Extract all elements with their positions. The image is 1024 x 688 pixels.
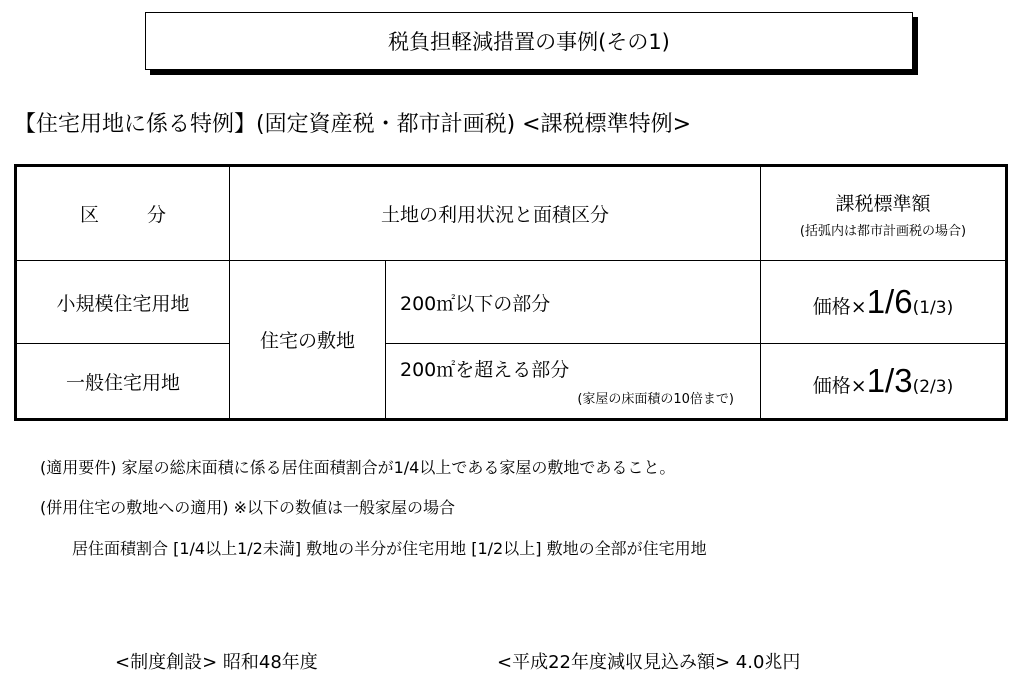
price-prefix: 価格× bbox=[812, 296, 867, 318]
price-cell bbox=[761, 261, 1007, 344]
category-small-residential: 小規模住宅用地 bbox=[56, 292, 190, 315]
header-usage: 土地の利用状況と面積区分 bbox=[380, 204, 609, 226]
area-text: 200㎡を超える部分 bbox=[400, 359, 570, 381]
ratio-city: (1/3) bbox=[912, 298, 954, 318]
area-note: (家屋の床面積の10倍まで) bbox=[577, 392, 734, 407]
price-prefix: 価格× bbox=[812, 375, 867, 397]
page-title-box bbox=[145, 12, 913, 70]
header-usage-cell bbox=[230, 166, 761, 261]
area-cell bbox=[386, 344, 761, 420]
category-general-residential: 一般住宅用地 bbox=[65, 371, 180, 394]
footer-reduction: <平成22年度減収見込み額> 4.0兆円 bbox=[497, 652, 801, 673]
table-row bbox=[16, 344, 1007, 420]
ratio-value: 1/3 bbox=[866, 362, 913, 399]
note-mixed-use: (併用住宅の敷地への適用) ※以下の数値は一般家屋の場合 bbox=[40, 498, 455, 517]
section-heading: 【住宅用地に係る特例】(固定資産税・都市計画税) <課税標準特例> bbox=[14, 112, 692, 137]
header-kubun-1: 区 bbox=[79, 204, 99, 226]
price-cell bbox=[761, 344, 1007, 420]
header-standard-cell bbox=[761, 166, 1007, 261]
table-header-row bbox=[16, 166, 1007, 261]
header-kubun-cell bbox=[16, 166, 230, 261]
category-cell bbox=[16, 344, 230, 420]
header-standard: 課税標準額 bbox=[835, 192, 931, 215]
footer-established: <制度創設> 昭和48年度 bbox=[115, 652, 318, 673]
category-cell bbox=[16, 261, 230, 344]
header-standard-note: (括弧内は都市計画税の場合) bbox=[799, 223, 967, 239]
header-kubun-2: 分 bbox=[147, 204, 167, 226]
table-row bbox=[16, 261, 1007, 344]
merged-label: 住宅の敷地 bbox=[259, 330, 355, 352]
ratio-city: (2/3) bbox=[912, 377, 954, 397]
area-cell bbox=[386, 261, 761, 344]
ratio-value: 1/6 bbox=[866, 283, 913, 320]
note-requirement: (適用要件) 家屋の総床面積に係る居住面積割合が1/4以上である家屋の敷地であること。 bbox=[40, 458, 676, 477]
merged-label-cell bbox=[230, 261, 386, 420]
tax-standard-table bbox=[14, 164, 1008, 421]
page-title: 税負担軽減措置の事例(その1) bbox=[388, 30, 670, 54]
note-ratio: 居住面積割合 [1/4以上1/2未満] 敷地の半分が住宅用地 [1/2以上] 敷地の全部が住宅用地 bbox=[72, 539, 707, 558]
area-text: 200㎡以下の部分 bbox=[400, 292, 551, 315]
